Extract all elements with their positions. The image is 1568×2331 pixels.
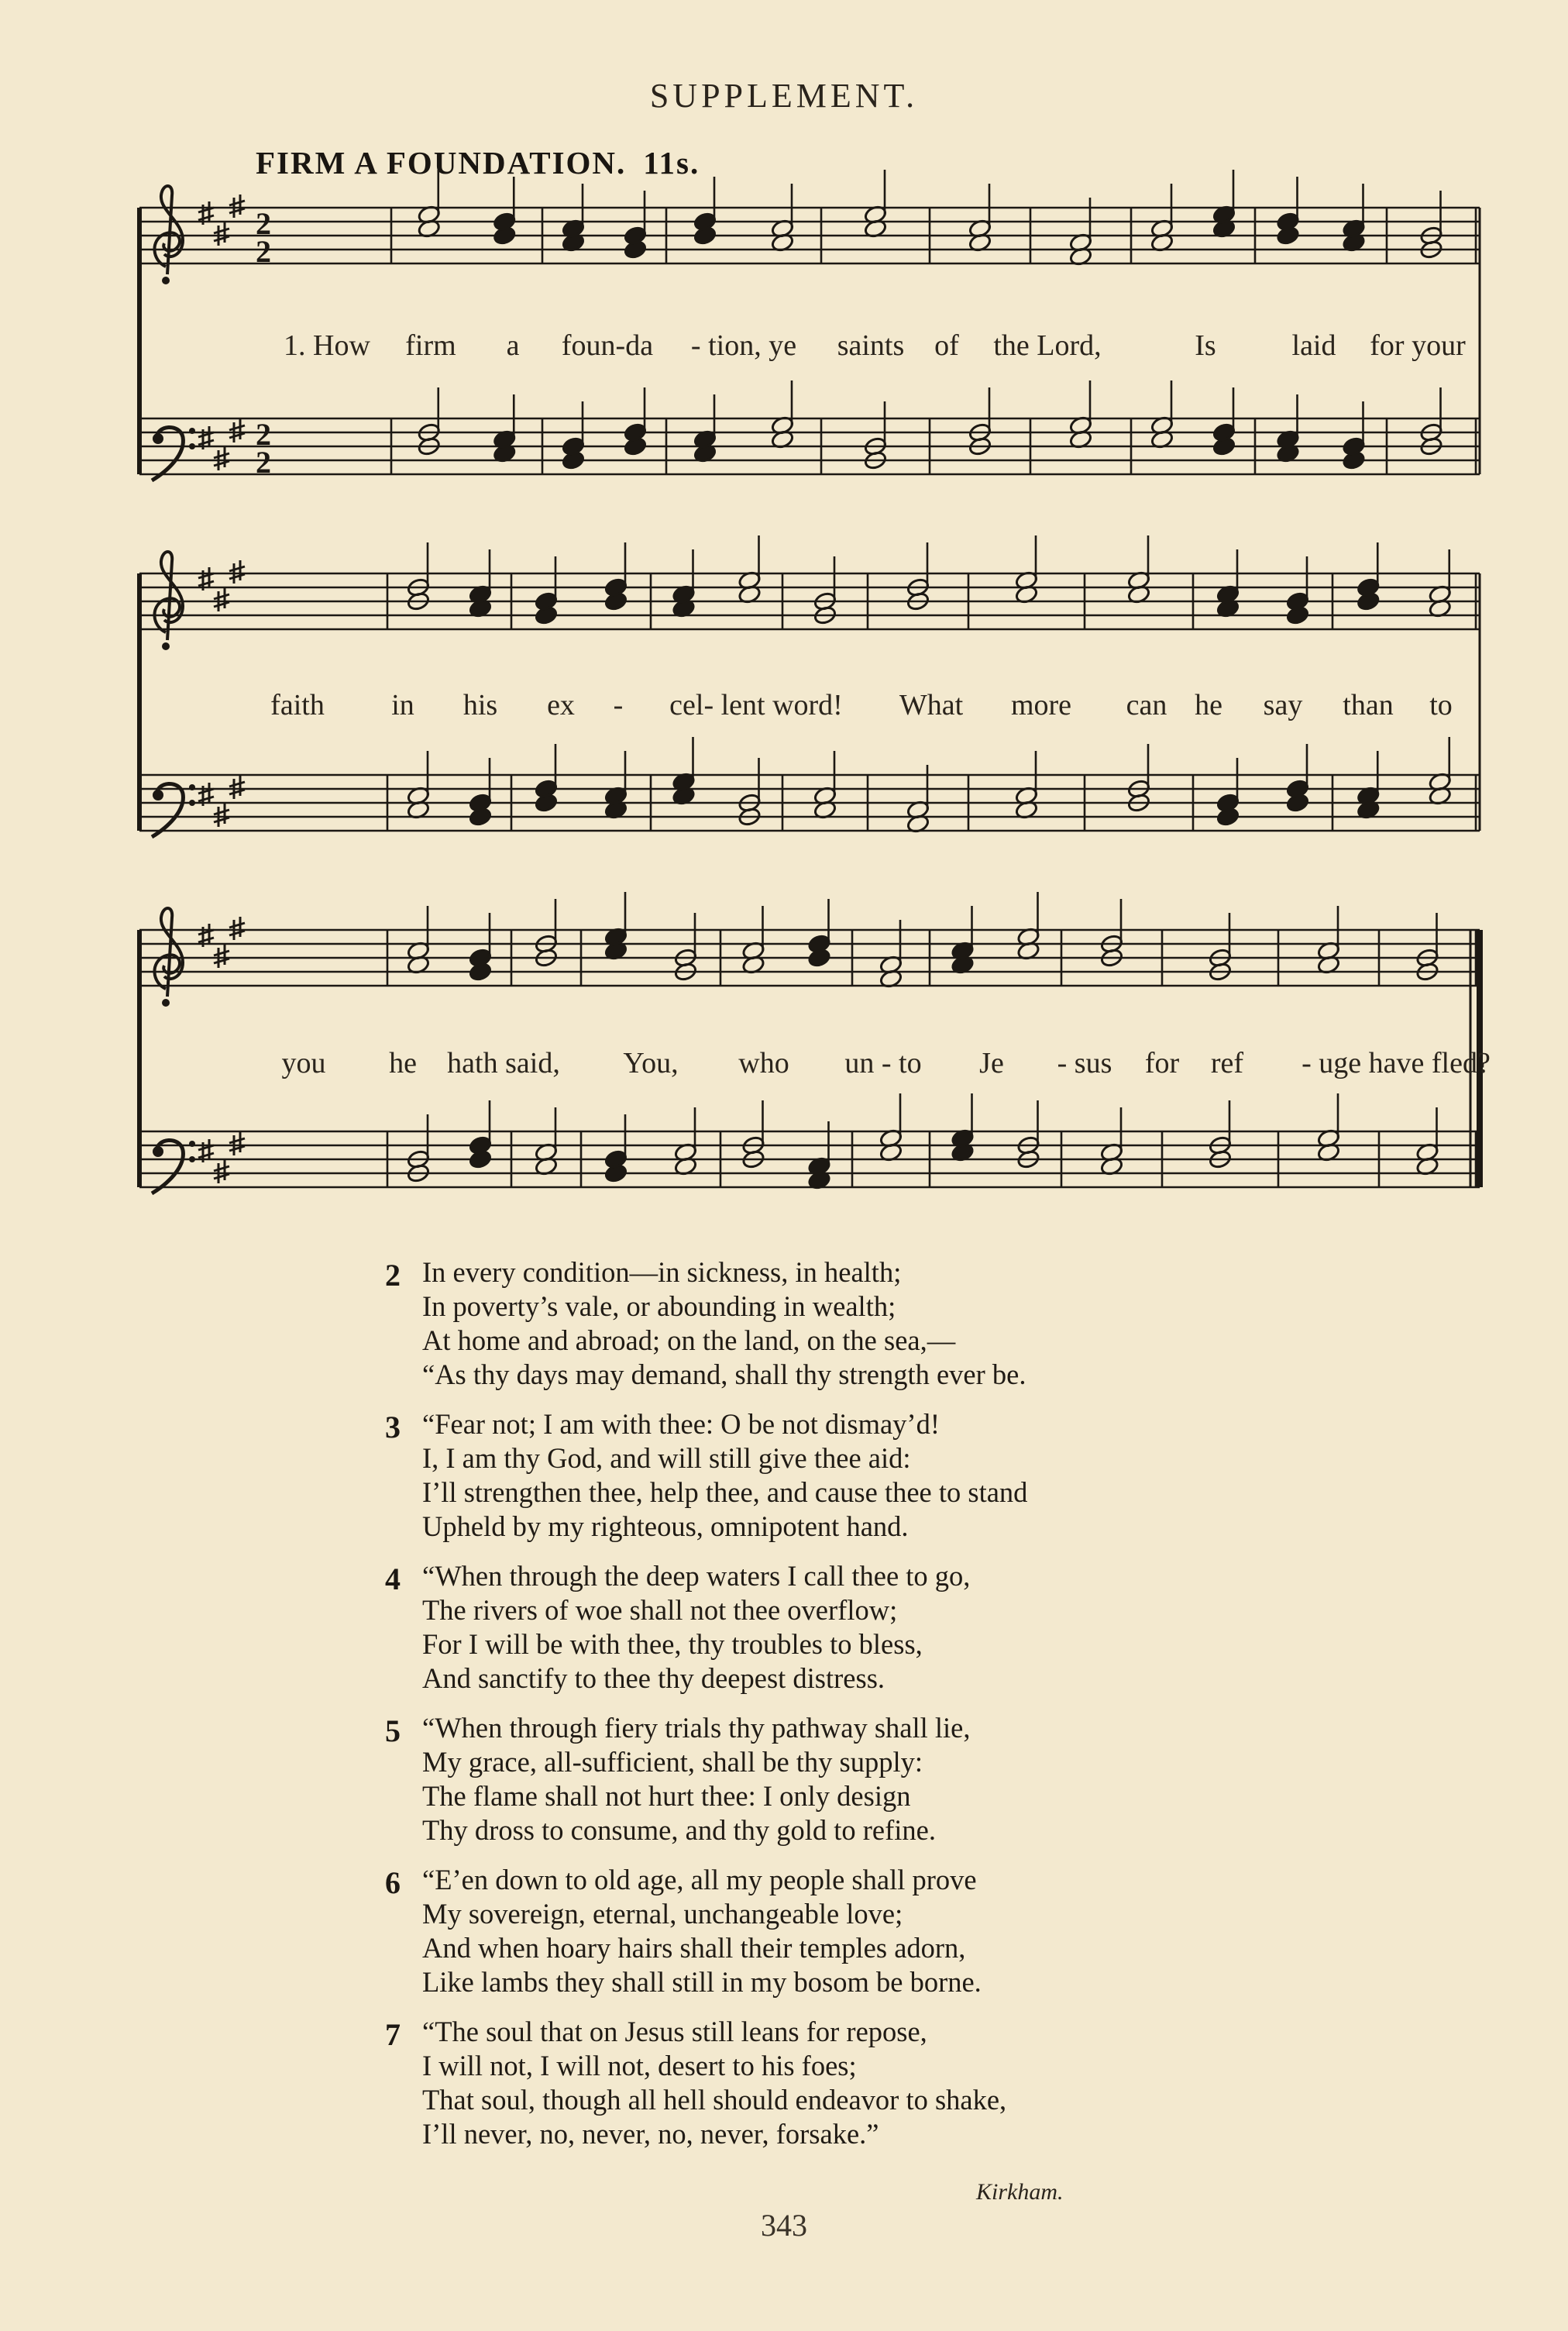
lyric-syllable: of	[934, 329, 959, 362]
lyric-syllable: You,	[623, 1047, 679, 1079]
verse-stanzas	[385, 1255, 1329, 2167]
verse-line: That soul, though all hell should endeavor to shake,	[422, 2084, 1007, 2116]
stanza-number: 7	[385, 2017, 401, 2052]
lyric-syllable: he	[1195, 689, 1222, 721]
lyric-syllable: un - to	[844, 1047, 922, 1079]
lyric-syllable: in	[391, 689, 414, 721]
lyric-syllable: firm	[405, 329, 456, 362]
lyric-syllable: to	[1429, 689, 1453, 721]
stanza-number: 4	[385, 1561, 401, 1596]
sharp-icon	[214, 1160, 229, 1183]
verse-line: In every condition—in sickness, in health;	[422, 1256, 902, 1288]
lyric-syllable: - sus	[1057, 1047, 1112, 1079]
sharp-icon	[229, 195, 245, 218]
verse-line: I’ll strengthen thee, help thee, and cause thee to stand	[422, 1476, 1028, 1508]
time-signature-top: 2	[256, 206, 271, 241]
verse-line: “Fear not; I am with thee: O be not dismay’d!	[422, 1408, 940, 1440]
lyric-line-3	[0, 1046, 1568, 1093]
lyric-line-1	[0, 329, 1568, 375]
lyric-syllable: he	[389, 1047, 417, 1079]
stanza-6	[385, 1863, 1329, 1999]
lyric-syllable: his	[462, 689, 498, 721]
lyric-syllable: foun-da	[561, 329, 654, 362]
verse-line: “E’en down to old age, all my people shall prove	[422, 1864, 977, 1895]
stanza-number: 5	[385, 1713, 401, 1748]
lyric-syllable: cel- lent word!	[669, 689, 843, 721]
lyric-syllable: 1. How	[284, 329, 370, 362]
verse-line: Thy dross to consume, and thy gold to refine.	[422, 1814, 936, 1846]
sharp-icon	[229, 560, 245, 584]
sharp-icon	[214, 588, 229, 611]
lyric-syllable: for your	[1370, 329, 1466, 362]
verse-line: My sovereign, eternal, unchangeable love;	[422, 1898, 903, 1930]
lyric-syllable: ex	[547, 689, 575, 721]
stanza-5	[385, 1711, 1329, 1847]
hymn-title-text: FIRM A FOUNDATION.	[256, 145, 627, 181]
sharp-icon	[214, 804, 229, 827]
lyric-syllable: you	[281, 1047, 326, 1079]
lyric-line-2	[0, 688, 1568, 735]
lyric-syllable: faith	[270, 689, 325, 721]
lyric-syllable: a	[506, 329, 520, 362]
stanza-number: 2	[385, 1258, 401, 1293]
lyric-syllable: than	[1343, 689, 1394, 721]
lyric-syllable: Je	[979, 1047, 1004, 1079]
lyric-syllable: who	[738, 1047, 789, 1079]
sharp-icon	[214, 945, 229, 968]
stanza-number: 3	[385, 1410, 401, 1444]
time-signature-bottom: 2	[256, 445, 271, 480]
sharp-icon	[229, 1132, 245, 1155]
stanza-3	[385, 1407, 1329, 1544]
stanza-4	[385, 1559, 1329, 1696]
lyric-syllable: - uge have fled?	[1302, 1047, 1491, 1079]
lyric-syllable: hath said,	[447, 1047, 560, 1079]
verse-line: I will not, I will not, desert to his foes;	[422, 2050, 857, 2081]
verse-line: I’ll never, no, never, no, never, forsake.”	[422, 2118, 879, 2150]
verse-line: “When through the deep waters I call thee to go,	[422, 1560, 971, 1592]
hymn-meter: 11s.	[643, 145, 700, 181]
lyric-syllable: for	[1144, 1047, 1180, 1079]
sharp-icon	[229, 419, 245, 442]
verse-line: And when hoary hairs shall their temples adorn,	[422, 1932, 966, 1964]
verse-line: “The soul that on Jesus still leans for repose,	[422, 2016, 927, 2047]
verse-line: “When through fiery trials thy pathway shall lie,	[422, 1712, 971, 1744]
time-signature-top: 2	[256, 417, 271, 452]
bass-clef-icon	[152, 427, 195, 480]
lyric-syllable: - tion, ye	[690, 329, 797, 362]
author-attribution: Kirkham.	[976, 2179, 1064, 2205]
sharp-icon	[214, 222, 229, 246]
verse-line: For I will be with thee, thy troubles to bless,	[422, 1628, 923, 1660]
lyric-syllable: the Lord,	[993, 329, 1102, 362]
verse-line: In poverty’s vale, or abounding in wealth;	[422, 1290, 896, 1322]
verse-line: The flame shall not hurt thee: I only design	[422, 1780, 911, 1812]
lyric-syllable: more	[1010, 689, 1072, 721]
sharp-icon	[214, 447, 229, 470]
lyric-syllable: laid	[1291, 329, 1336, 362]
bass-clef-icon	[152, 1140, 195, 1193]
verse-line: Upheld by my righteous, omnipotent hand.	[422, 1510, 909, 1542]
running-head: SUPPLEMENT.	[649, 77, 919, 115]
verse-line: Like lambs they shall still in my bosom be borne.	[422, 1966, 982, 1998]
stanza-7	[385, 2015, 1329, 2151]
sharp-icon	[229, 776, 245, 799]
lyric-syllable: can	[1126, 689, 1167, 721]
bass-clef-icon	[152, 783, 195, 837]
verse-line: My grace, all-sufficient, shall be thy supply:	[422, 1746, 923, 1778]
time-signature-bottom: 2	[256, 234, 271, 269]
verse-line: And sanctify to thee thy deepest distress.	[422, 1662, 885, 1694]
lyric-syllable: -	[613, 689, 624, 721]
verse-line: “As thy days may demand, shall thy strength ever be.	[422, 1358, 1026, 1390]
lyric-syllable: ref	[1210, 1047, 1244, 1079]
lyric-syllable: saints	[837, 329, 905, 362]
verse-line: The rivers of woe shall not thee overflow;	[422, 1594, 898, 1626]
page-number: 343	[761, 2208, 807, 2243]
sharp-icon	[229, 917, 245, 940]
stanza-number: 6	[385, 1865, 401, 1900]
stanza-2	[385, 1255, 1329, 1392]
lyric-syllable: say	[1263, 689, 1303, 721]
lyric-syllable: Is	[1195, 329, 1216, 362]
staff-systems	[139, 170, 1480, 1193]
verse-line: I, I am thy God, and will still give thee aid:	[422, 1442, 911, 1474]
lyric-syllable: What	[899, 689, 964, 721]
verse-line: At home and abroad; on the land, on the sea,—	[422, 1324, 956, 1356]
